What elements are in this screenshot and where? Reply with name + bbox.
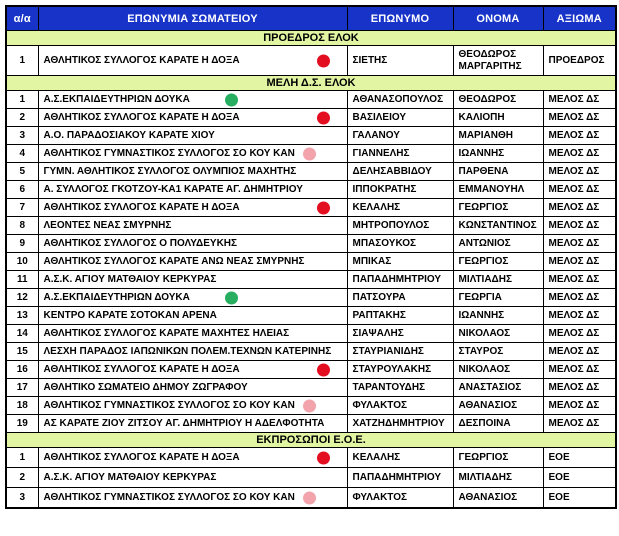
- table-row: [6, 109, 616, 127]
- club-name: Α.Σ.Κ. ΑΓΙΟΥ ΜΑΤΘΑΙΟΥ ΚΕΡΚΥΡΑΣ: [43, 472, 217, 483]
- firstname-cell: ΓΕΩΡΓΙΟΣ: [453, 253, 543, 271]
- office-cell: ΜΕΛΟΣ ΔΣ: [543, 361, 616, 379]
- section-title: ΠΡΟΕΔΡΟΣ ΕΛΟΚ: [6, 31, 616, 46]
- table-row: [6, 199, 616, 217]
- club-name: ΑΘΛΗΤΙΚΟ ΣΩΜΑΤΕΙΟ ΔΗΜΟΥ ΖΩΓΡΑΦΟΥ: [43, 382, 248, 393]
- club-name-cell: [38, 91, 347, 109]
- office-cell: ΜΕΛΟΣ ΔΣ: [543, 199, 616, 217]
- table-row: [6, 488, 616, 509]
- surname-cell: ΦΥΛΑΚΤΟΣ: [347, 397, 453, 415]
- club-name-cell: [38, 163, 347, 181]
- elok-board-table: [5, 5, 617, 509]
- office-cell: ΜΕΛΟΣ ΔΣ: [543, 343, 616, 361]
- club-name: ΑΘΛΗΤΙΚΟΣ ΣΥΛΛΟΓΟΣ ΚΑΡΑΤΕ Η ΔΟΞΑ: [43, 112, 240, 123]
- status-dot-red: [317, 363, 330, 376]
- surname-cell: ΣΙΑΨΑΛΗΣ: [347, 325, 453, 343]
- office-cell: ΜΕΛΟΣ ΔΣ: [543, 109, 616, 127]
- row-index-cell: 7: [6, 199, 38, 217]
- table-row: [6, 217, 616, 235]
- club-name: ΑΘΛΗΤΙΚΟΣ ΣΥΛΛΟΓΟΣ ΚΑΡΑΤΕ Η ΔΟΞΑ: [43, 55, 240, 66]
- surname-cell: ΜΠΑΣΟΥΚΟΣ: [347, 235, 453, 253]
- firstname-cell: ΚΩΝΣΤΑΝΤΙΝΟΣ: [453, 217, 543, 235]
- row-index-cell: 11: [6, 271, 38, 289]
- club-name: ΛΕΟΝΤΕΣ ΝΕΑΣ ΣΜΥΡΝΗΣ: [43, 220, 172, 231]
- status-dot-red: [317, 111, 330, 124]
- firstname-cell: ΓΕΩΡΓΙΟΣ: [453, 199, 543, 217]
- club-name-cell: [38, 343, 347, 361]
- firstname-cell: ΑΝΑΣΤΑΣΙΟΣ: [453, 379, 543, 397]
- section-header-row: [6, 433, 616, 448]
- table-row: [6, 289, 616, 307]
- surname-cell: ΚΕΛΑΛΗΣ: [347, 199, 453, 217]
- club-name-cell: [38, 379, 347, 397]
- table-row: [6, 448, 616, 468]
- club-name-cell: [38, 235, 347, 253]
- club-name: ΑΘΛΗΤΙΚΟΣ ΓΥΜΝΑΣΤΙΚΟΣ ΣΥΛΛΟΓΟΣ ΣΟ ΚΟΥ ΚΑΝ: [43, 148, 295, 159]
- row-index-cell: 6: [6, 181, 38, 199]
- office-cell: ΜΕΛΟΣ ΔΣ: [543, 307, 616, 325]
- table-row: [6, 235, 616, 253]
- table-row: [6, 415, 616, 433]
- table-row: [6, 271, 616, 289]
- office-cell: ΜΕΛΟΣ ΔΣ: [543, 163, 616, 181]
- club-name-cell: [38, 325, 347, 343]
- row-index-cell: 10: [6, 253, 38, 271]
- table-header: [6, 6, 616, 31]
- office-cell: ΜΕΛΟΣ ΔΣ: [543, 415, 616, 433]
- club-name-cell: [38, 253, 347, 271]
- row-index-cell: 1: [6, 46, 38, 76]
- office-cell: ΠΡΟΕΔΡΟΣ: [543, 46, 616, 76]
- office-cell: ΜΕΛΟΣ ΔΣ: [543, 253, 616, 271]
- club-name-cell: [38, 448, 347, 468]
- office-cell: ΜΕΛΟΣ ΔΣ: [543, 397, 616, 415]
- table-row: [6, 46, 616, 76]
- surname-cell: ΣΙΕΤΗΣ: [347, 46, 453, 76]
- surname-cell: ΠΑΤΣΟΥΡΑ: [347, 289, 453, 307]
- surname-cell: ΠΑΠΑΔΗΜΗΤΡΙΟΥ: [347, 468, 453, 488]
- office-cell: ΜΕΛΟΣ ΔΣ: [543, 127, 616, 145]
- club-name-cell: [38, 145, 347, 163]
- surname-cell: ΣΤΑΥΡΙΑΝΙΔΗΣ: [347, 343, 453, 361]
- column-header-firstname: ΟΝΟΜΑ: [453, 6, 543, 31]
- office-cell: ΜΕΛΟΣ ΔΣ: [543, 271, 616, 289]
- club-name: Α.Σ.ΕΚΠΑΙΔΕΥΤΗΡΙΩΝ ΔΟΥΚΑ: [43, 94, 190, 105]
- row-index-cell: 4: [6, 145, 38, 163]
- firstname-cell: ΠΑΡΘΕΝΑ: [453, 163, 543, 181]
- table-row: [6, 163, 616, 181]
- club-name-cell: [38, 415, 347, 433]
- club-name-cell: [38, 271, 347, 289]
- office-cell: ΜΕΛΟΣ ΔΣ: [543, 325, 616, 343]
- office-cell: ΜΕΛΟΣ ΔΣ: [543, 217, 616, 235]
- firstname-cell: ΕΜΜΑΝΟΥΗΛ: [453, 181, 543, 199]
- firstname-cell: ΝΙΚΟΛΑΟΣ: [453, 361, 543, 379]
- row-index-cell: 15: [6, 343, 38, 361]
- firstname-cell: ΘΕΟΔΩΡΟΣ ΜΑΡΓΑΡΙΤΗΣ: [453, 46, 543, 76]
- table-row: [6, 307, 616, 325]
- club-name: ΑΘΛΗΤΙΚΟΣ ΣΥΛΛΟΓΟΣ Ο ΠΟΛΥΔΕΥΚΗΣ: [43, 238, 238, 249]
- table-body: [6, 31, 616, 509]
- club-name: ΑΘΛΗΤΙΚΟΣ ΣΥΛΛΟΓΟΣ ΚΑΡΑΤΕ Η ΔΟΞΑ: [43, 202, 240, 213]
- club-name: ΑΣ ΚΑΡΑΤΕ ΖΙΟΥ ΖΙΤΣΟΥ ΑΓ. ΔΗΜΗΤΡΙΟΥ Η ΑΔΕΛΦΟΤΗΤΑ: [43, 418, 325, 429]
- row-index-cell: 1: [6, 91, 38, 109]
- table-row: [6, 343, 616, 361]
- row-index-cell: 17: [6, 379, 38, 397]
- surname-cell: ΧΑΤΖΗΔΗΜΗΤΡΙΟΥ: [347, 415, 453, 433]
- column-header-club: ΕΠΩΝΥΜΙΑ ΣΩΜΑΤΕΙΟΥ: [38, 6, 347, 31]
- section-title: ΕΚΠΡΟΣΩΠΟΙ Ε.Ο.Ε.: [6, 433, 616, 448]
- column-header-row: [6, 6, 616, 31]
- row-index-cell: 13: [6, 307, 38, 325]
- section-title: ΜΕΛΗ Δ.Σ. ΕΛΟΚ: [6, 76, 616, 91]
- surname-cell: ΓΙΑΝΝΕΛΗΣ: [347, 145, 453, 163]
- row-index-cell: 3: [6, 488, 38, 509]
- surname-cell: ΜΠΙΚΑΣ: [347, 253, 453, 271]
- surname-cell: ΙΠΠΟΚΡΑΤΗΣ: [347, 181, 453, 199]
- table-row: [6, 145, 616, 163]
- surname-cell: ΒΑΣΙΛΕΙΟΥ: [347, 109, 453, 127]
- club-name: ΚΕΝΤΡΟ ΚΑΡΑΤΕ ΣΟΤΟΚΑΝ ΑΡΕΝΑ: [43, 310, 217, 321]
- firstname-cell: ΔΕΣΠΟΙΝΑ: [453, 415, 543, 433]
- club-name: ΑΘΛΗΤΙΚΟΣ ΣΥΛΛΟΓΟΣ ΚΑΡΑΤΕ ΑΝΩ ΝΕΑΣ ΣΜΥΡΝΗΣ: [43, 256, 305, 267]
- office-cell: ΕΟΕ: [543, 468, 616, 488]
- surname-cell: ΡΑΠΤΑΚΗΣ: [347, 307, 453, 325]
- table-row: [6, 468, 616, 488]
- status-dot-pink: [303, 491, 316, 504]
- surname-cell: ΚΕΛΑΛΗΣ: [347, 448, 453, 468]
- club-name: Α.Σ.ΕΚΠΑΙΔΕΥΤΗΡΙΩΝ ΔΟΥΚΑ: [43, 292, 190, 303]
- firstname-cell: ΙΩΑΝΝΗΣ: [453, 307, 543, 325]
- firstname-cell: ΘΕΟΔΩΡΟΣ: [453, 91, 543, 109]
- club-name-cell: [38, 46, 347, 76]
- row-index-cell: 9: [6, 235, 38, 253]
- office-cell: ΜΕΛΟΣ ΔΣ: [543, 145, 616, 163]
- club-name: ΑΘΛΗΤΙΚΟΣ ΣΥΛΛΟΓΟΣ ΚΑΡΑΤΕ Η ΔΟΞΑ: [43, 452, 240, 463]
- firstname-cell: ΑΘΑΝΑΣΙΟΣ: [453, 397, 543, 415]
- status-dot-red: [317, 201, 330, 214]
- office-cell: ΕΟΕ: [543, 448, 616, 468]
- club-name-cell: [38, 109, 347, 127]
- surname-cell: ΑΘΑΝΑΣΟΠΟΥΛΟΣ: [347, 91, 453, 109]
- table-row: [6, 127, 616, 145]
- firstname-cell: ΓΕΩΡΓΙΟΣ: [453, 448, 543, 468]
- firstname-cell: ΜΙΛΤΙΑΔΗΣ: [453, 468, 543, 488]
- firstname-cell: ΑΝΤΩΝΙΟΣ: [453, 235, 543, 253]
- club-name-cell: [38, 468, 347, 488]
- status-dot-red: [317, 451, 330, 464]
- club-name-cell: [38, 289, 347, 307]
- table-row: [6, 91, 616, 109]
- club-name: Α.Ο. ΠΑΡΑΔΟΣΙΑΚΟΥ ΚΑΡΑΤΕ ΧΙΟΥ: [43, 130, 215, 141]
- office-cell: ΜΕΛΟΣ ΔΣ: [543, 181, 616, 199]
- club-name: ΑΘΛΗΤΙΚΟΣ ΣΥΛΛΟΓΟΣ ΚΑΡΑΤΕ ΜΑΧΗΤΕΣ ΗΛΕΙΑΣ: [43, 328, 290, 339]
- club-name: ΑΘΛΗΤΙΚΟΣ ΓΥΜΝΑΣΤΙΚΟΣ ΣΥΛΛΟΓΟΣ ΣΟ ΚΟΥ ΚΑΝ: [43, 492, 295, 503]
- row-index-cell: 1: [6, 448, 38, 468]
- club-name: ΑΘΛΗΤΙΚΟΣ ΣΥΛΛΟΓΟΣ ΚΑΡΑΤΕ Η ΔΟΞΑ: [43, 364, 240, 375]
- club-name-cell: [38, 397, 347, 415]
- firstname-cell: ΜΙΛΤΙΑΔΗΣ: [453, 271, 543, 289]
- row-index-cell: 3: [6, 127, 38, 145]
- club-name: Α. ΣΥΛΛΟΓΟΣ ΓΚΟΤΖΟΥ-ΚΑ1 ΚΑΡΑΤΕ ΑΓ. ΔΗΜΗΤΡΙΟΥ: [43, 184, 303, 195]
- club-name-cell: [38, 217, 347, 235]
- office-cell: ΕΟΕ: [543, 488, 616, 509]
- club-name: ΛΕΣΧΗ ΠΑΡΑΔΟΣ ΙΑΠΩΝΙΚΩΝ ΠΟΛΕΜ.ΤΕΧΝΩΝ ΚΑΤΕΡΙΝΗΣ: [43, 346, 332, 357]
- table-row: [6, 397, 616, 415]
- club-name: Α.Σ.Κ. ΑΓΙΟΥ ΜΑΤΘΑΙΟΥ ΚΕΡΚΥΡΑΣ: [43, 274, 217, 285]
- club-name-cell: [38, 199, 347, 217]
- table-row: [6, 379, 616, 397]
- row-index-cell: 12: [6, 289, 38, 307]
- firstname-cell: ΙΩΑΝΝΗΣ: [453, 145, 543, 163]
- office-cell: ΜΕΛΟΣ ΔΣ: [543, 235, 616, 253]
- status-dot-green: [225, 93, 238, 106]
- firstname-cell: ΜΑΡΙΑΝΘΗ: [453, 127, 543, 145]
- club-name-cell: [38, 361, 347, 379]
- club-name-cell: [38, 488, 347, 509]
- firstname-cell: ΓΕΩΡΓΙΑ: [453, 289, 543, 307]
- club-name-cell: [38, 127, 347, 145]
- column-header-office: ΑΞΙΩΜΑ: [543, 6, 616, 31]
- surname-cell: ΠΑΠΑΔΗΜΗΤΡΙΟΥ: [347, 271, 453, 289]
- section-header-row: [6, 76, 616, 91]
- row-index-cell: 19: [6, 415, 38, 433]
- club-name-cell: [38, 307, 347, 325]
- club-name: ΑΘΛΗΤΙΚΟΣ ΓΥΜΝΑΣΤΙΚΟΣ ΣΥΛΛΟΓΟΣ ΣΟ ΚΟΥ ΚΑΝ: [43, 400, 295, 411]
- table-row: [6, 361, 616, 379]
- club-name-cell: [38, 181, 347, 199]
- status-dot-pink: [303, 147, 316, 160]
- firstname-cell: ΝΙΚΟΛΑΟΣ: [453, 325, 543, 343]
- club-name: ΓΥΜΝ. ΑΘΛΗΤΙΚΟΣ ΣΥΛΛΟΓΟΣ ΟΛΥΜΠΙΟΣ ΜΑΧΗΤΗΣ: [43, 166, 297, 177]
- office-cell: ΜΕΛΟΣ ΔΣ: [543, 91, 616, 109]
- office-cell: ΜΕΛΟΣ ΔΣ: [543, 379, 616, 397]
- section-header-row: [6, 31, 616, 46]
- surname-cell: ΓΑΛΑΝΟΥ: [347, 127, 453, 145]
- row-index-cell: 14: [6, 325, 38, 343]
- row-index-cell: 5: [6, 163, 38, 181]
- table-row: [6, 253, 616, 271]
- office-cell: ΜΕΛΟΣ ΔΣ: [543, 289, 616, 307]
- row-index-cell: 2: [6, 109, 38, 127]
- surname-cell: ΜΗΤΡΟΠΟΥΛΟΣ: [347, 217, 453, 235]
- row-index-cell: 18: [6, 397, 38, 415]
- status-dot-green: [225, 291, 238, 304]
- surname-cell: ΤΑΡΑΝΤΟΥΔΗΣ: [347, 379, 453, 397]
- surname-cell: ΔΕΛΗΣΑΒΒΙΔΟΥ: [347, 163, 453, 181]
- firstname-cell: ΚΑΛΙΟΠΗ: [453, 109, 543, 127]
- column-header-surname: ΕΠΩΝΥΜΟ: [347, 6, 453, 31]
- surname-cell: ΣΤΑΥΡΟΥΛΑΚΗΣ: [347, 361, 453, 379]
- table-row: [6, 181, 616, 199]
- surname-cell: ΦΥΛΑΚΤΟΣ: [347, 488, 453, 509]
- row-index-cell: 8: [6, 217, 38, 235]
- row-index-cell: 16: [6, 361, 38, 379]
- status-dot-red: [317, 54, 330, 67]
- table-row: [6, 325, 616, 343]
- firstname-cell: ΣΤΑΥΡΟΣ: [453, 343, 543, 361]
- firstname-cell: ΑΘΑΝΑΣΙΟΣ: [453, 488, 543, 509]
- status-dot-pink: [303, 399, 316, 412]
- row-index-cell: 2: [6, 468, 38, 488]
- column-header-index: α/α: [6, 6, 38, 31]
